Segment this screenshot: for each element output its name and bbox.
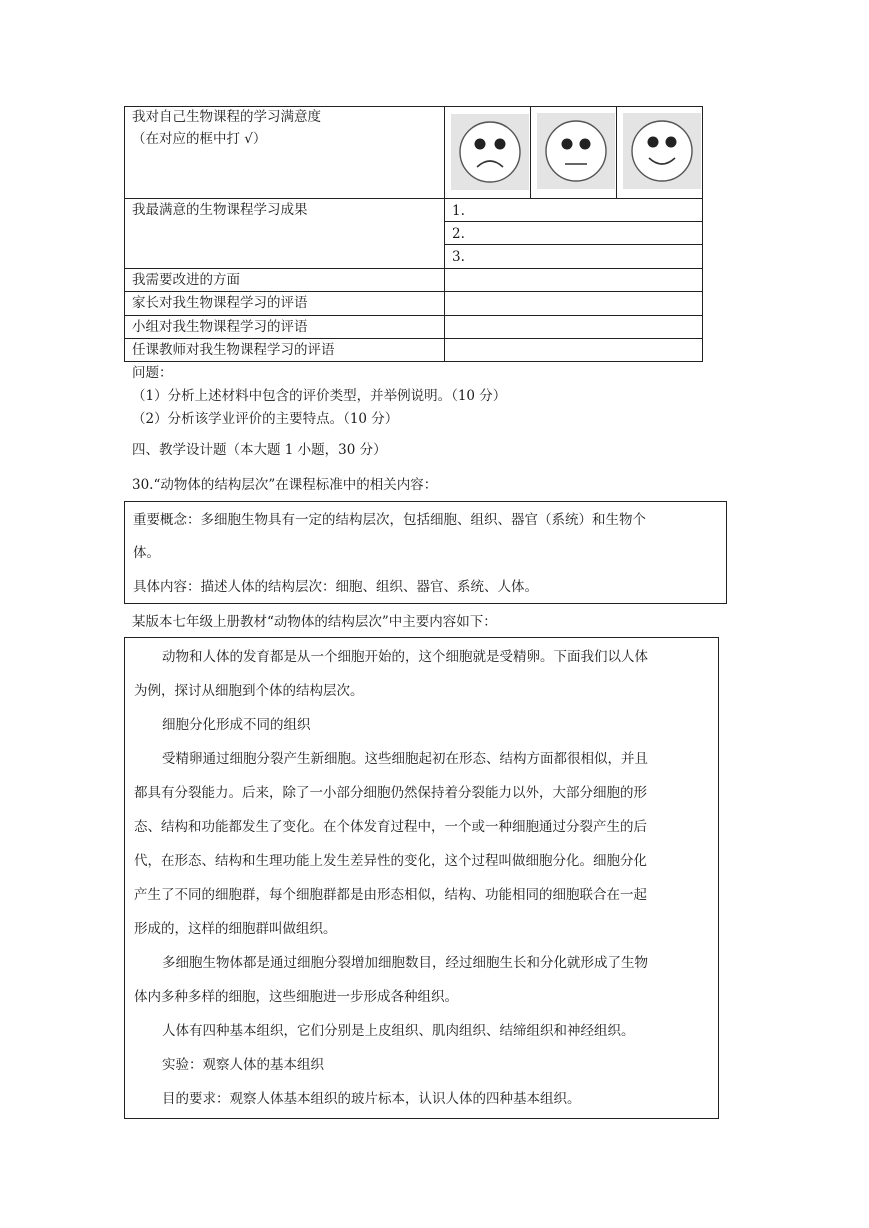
group-comment-field[interactable]	[445, 316, 702, 338]
parent-comment-field[interactable]	[445, 292, 702, 315]
achievement-3[interactable]: 3.	[452, 249, 465, 265]
group-comment-label: 小组对我生物课程学习的评语	[132, 319, 308, 335]
question-1: （1）分析上述材料中包含的评价类型，并举例说明。（10 分）	[132, 388, 507, 404]
improvement-field[interactable]	[445, 269, 702, 291]
textbook-line: 动物和人体的发育都是从一个细胞开始的，这个细胞就是受精卵。下面我们以人体	[162, 649, 648, 665]
textbook-line: 形成的，这样的细胞群叫做组织。	[134, 921, 337, 937]
section-four-heading: 四、教学设计题（本大题 1 小题，30 分）	[132, 442, 387, 458]
standard-line-3: 具体内容：描述人体的结构层次：细胞、组织、器官、系统、人体。	[133, 579, 538, 595]
sad-face-icon[interactable]	[451, 114, 529, 190]
happy-face-icon[interactable]	[623, 113, 701, 189]
textbook-subheading: 细胞分化形成不同的组织	[162, 717, 311, 733]
textbook-line: 受精卵通过细胞分裂产生新细胞。这些细胞起初在形态、结构方面都很相似，并且	[162, 751, 648, 767]
satisfaction-instruction: （在对应的框中打 √）	[132, 131, 267, 147]
question-30-intro: 30.“动物体的结构层次”在课程标准中的相关内容：	[132, 477, 438, 493]
textbook-line: 体内多种多样的细胞，这些细胞进一步形成各种组织。	[134, 989, 458, 1005]
best-achievement-label: 我最满意的生物课程学习成果	[132, 202, 308, 218]
experiment-heading: 实验：观察人体的基本组织	[162, 1057, 324, 1073]
standard-line-1: 重要概念：多细胞生物具有一定的结构层次，包括细胞、组织、器官（系统）和生物个	[133, 512, 646, 528]
achievement-2[interactable]: 2.	[452, 226, 465, 242]
textbook-line: 人体有四种基本组织，它们分别是上皮组织、肌肉组织、结缔组织和神经组织。	[162, 1023, 635, 1039]
achievement-1[interactable]: 1.	[452, 203, 465, 219]
textbook-line: 产生了不同的细胞群，每个细胞群都是由形态相似，结构、功能相同的细胞联合在一起	[134, 887, 647, 903]
improvement-label: 我需要改进的方面	[132, 272, 240, 288]
parent-comment-label: 家长对我生物课程学习的评语	[132, 295, 308, 311]
textbook-line: 代，在形态、结构和生理功能上发生差异性的变化，这个过程叫做细胞分化。细胞分化	[134, 853, 647, 869]
teacher-comment-field[interactable]	[445, 339, 702, 361]
experiment-objective: 目的要求：观察人体基本组织的玻片标本，认识人体的四种基本组织。	[162, 1091, 581, 1107]
questions-heading: 问题：	[132, 365, 173, 381]
textbook-intro: 某版本七年级上册教材“动物体的结构层次”中主要内容如下：	[132, 614, 497, 630]
satisfaction-label: 我对自己生物课程的学习满意度	[132, 109, 321, 125]
textbook-line: 多细胞生物体都是通过细胞分裂增加细胞数目，经过细胞生长和分化就形成了生物	[162, 955, 648, 971]
self-evaluation-table	[124, 106, 703, 362]
textbook-line: 态、结构和功能都发生了变化。在个体发育过程中，一个或一种细胞通过分裂产生的后	[134, 819, 647, 835]
textbook-line: 为例，探讨从细胞到个体的结构层次。	[134, 683, 364, 699]
textbook-content-box	[124, 637, 719, 1119]
textbook-line: 都具有分裂能力。后来，除了一小部分细胞仍然保持着分裂能力以外，大部分细胞的形	[134, 785, 647, 801]
standard-line-2: 体。	[133, 545, 160, 561]
curriculum-standard-box	[124, 501, 727, 604]
neutral-face-icon[interactable]	[537, 113, 615, 189]
question-2: （2）分析该学业评价的主要特点。（10 分）	[132, 411, 399, 427]
teacher-comment-label: 任课教师对我生物课程学习的评语	[132, 342, 335, 358]
